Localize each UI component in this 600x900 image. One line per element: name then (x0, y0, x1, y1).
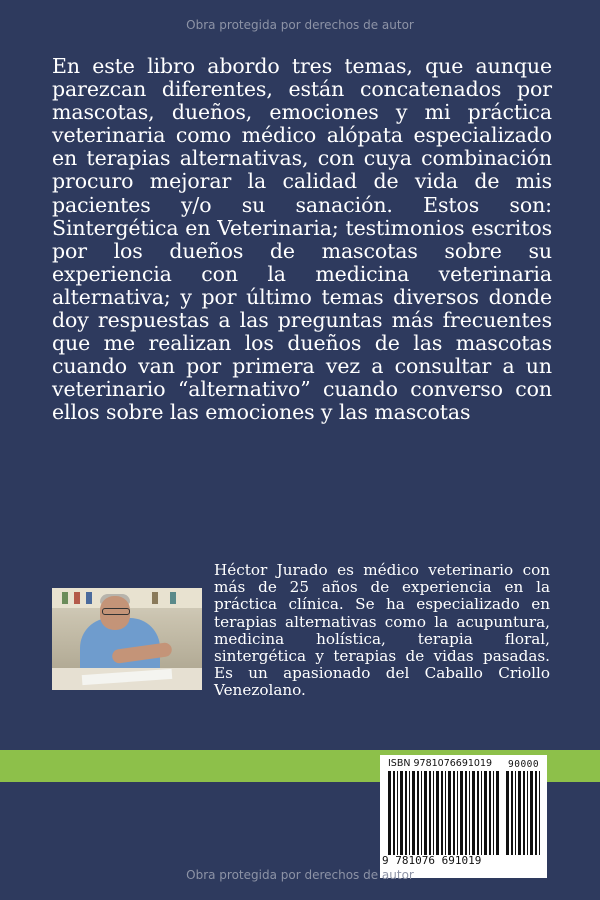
isbn-label: ISBN 9781076691019 (388, 758, 493, 769)
copyright-watermark-top: Obra protegida por derechos de autor (186, 18, 414, 32)
barcode-bars (388, 771, 502, 855)
addon-barcode-bars (506, 771, 542, 855)
isbn-digits: 9 781076 691019 (382, 854, 482, 867)
author-bio: Héctor Jurado es médico veterinario con más de 25 años de experiencia en la práctica clínica. Se ha especializado en terapias alternativas como la acupuntura, medicina holística, terapia floral, sintergética y terapias de vidas pasadas. Es un apasionado del Caballo Criollo Venezolano. (214, 561, 550, 700)
back-cover-blurb: En este libro abordo tres temas, que aunque parezcan diferentes, están concatenados por mascotas, dueños, emociones y mi práctica veterinaria como médico alópata especializado en terapias alternativas, con cuya combinación procuro mejorar la calidad de vida de mis pacientes y/o su sanación. Estos son: Sintergética en Veterinaria; testimonios escritos por los dueños de mascotas sobre su experiencia con la medicina veterinaria alternativa; y por último temas diversos donde doy respuestas a las preguntas más frecuentes que me realizan los dueños de las mascotas cuando van por primera vez a consultar a un veterinario “alternativo” cuando converso con ellos sobre las emociones y las mascotas (52, 54, 552, 425)
price-code: 90000 (508, 759, 540, 770)
isbn-barcode (380, 755, 547, 878)
copyright-watermark-bottom: Obra protegida por derechos de autor (186, 868, 414, 882)
author-photo (52, 588, 202, 690)
